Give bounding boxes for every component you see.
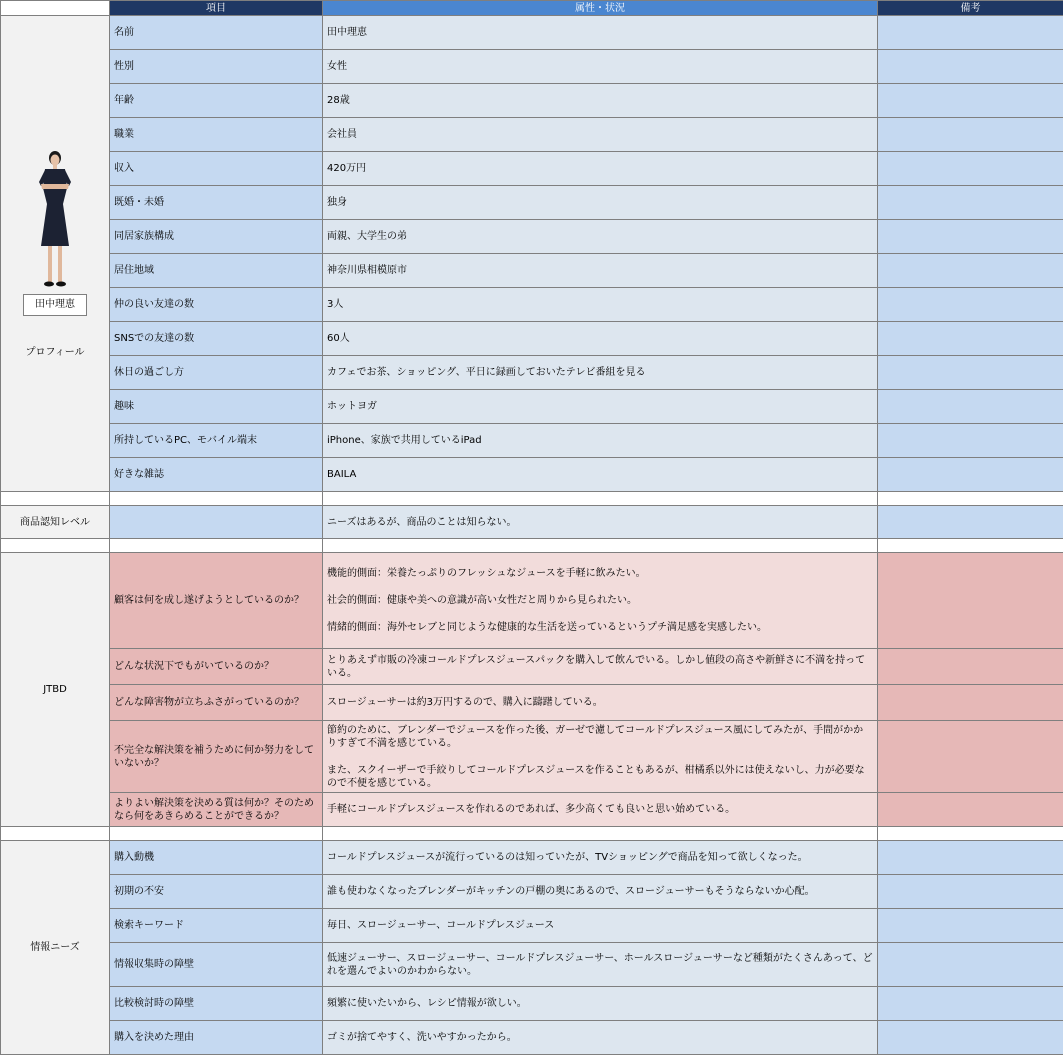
profile-note-cell[interactable] xyxy=(878,152,1063,186)
empty-cell[interactable] xyxy=(1,492,110,506)
woman-figure-image xyxy=(25,148,85,290)
header-item[interactable]: 項目 xyxy=(110,1,323,16)
info-label-motive[interactable]: 購入動機 xyxy=(110,841,323,875)
info-value-initial-concern[interactable]: 誰も使わなくなったブレンダーがキッチンの戸棚の奥にあるので、スロージューサーもそうならないか心配。 xyxy=(323,875,878,909)
jtbd-value-workaround[interactable] xyxy=(323,721,878,793)
profile-note-cell[interactable] xyxy=(878,288,1063,322)
info-note-cell[interactable] xyxy=(878,943,1063,987)
profile-note-cell[interactable] xyxy=(878,118,1063,152)
jtbd-section-label[interactable]: JTBD xyxy=(1,553,110,827)
profile-label-income[interactable]: 収入 xyxy=(110,152,323,186)
profile-note-cell[interactable] xyxy=(878,16,1063,50)
profile-row xyxy=(1,118,1063,152)
profile-label-devices[interactable]: 所持しているPC、モバイル端末 xyxy=(110,424,323,458)
profile-note-cell[interactable] xyxy=(878,50,1063,84)
awareness-label-cell[interactable] xyxy=(110,506,323,539)
spacer-row xyxy=(1,539,1063,553)
info-value-purchase-reason[interactable]: ゴミが捨てやすく、洗いやすかったから。 xyxy=(323,1021,878,1055)
profile-row xyxy=(1,220,1063,254)
profile-row xyxy=(1,152,1063,186)
profile-label-sns-friends[interactable]: SNSでの友達の数 xyxy=(110,322,323,356)
profile-label-close-friends[interactable]: 仲の良い友達の数 xyxy=(110,288,323,322)
profile-value-age[interactable]: 28歳 xyxy=(323,84,878,118)
profile-note-cell[interactable] xyxy=(878,322,1063,356)
jtbd-value-obstacle[interactable]: スロージューサーは約3万円するので、購入に躊躇している。 xyxy=(323,685,878,721)
info-value-research-barrier[interactable]: 低速ジューサー、スロージューサー、コールドプレスジューサー、ホールスロージューサーなど種類がたくさんあって、どれを選んでよいのかわからない。 xyxy=(323,943,878,987)
profile-section-label: プロフィール xyxy=(25,347,85,358)
empty-cell[interactable] xyxy=(1,539,110,553)
profile-row xyxy=(1,458,1063,492)
jtbd-note-cell[interactable] xyxy=(878,793,1063,827)
persona-photo xyxy=(1,148,109,359)
jtbd-row xyxy=(1,649,1063,685)
jtbd-label-goal[interactable]: 顧客は何を成し遂げようとしているのか？ xyxy=(110,553,323,649)
profile-label-gender[interactable]: 性別 xyxy=(110,50,323,84)
profile-label-marital[interactable]: 既婚・未婚 xyxy=(110,186,323,220)
info-row xyxy=(1,987,1063,1021)
profile-label-magazine[interactable]: 好きな雑誌 xyxy=(110,458,323,492)
empty-cell[interactable] xyxy=(323,827,878,841)
spacer-row xyxy=(1,492,1063,506)
profile-note-cell[interactable] xyxy=(878,220,1063,254)
profile-note-cell[interactable] xyxy=(878,424,1063,458)
profile-value-name[interactable]: 田中理恵 xyxy=(323,16,878,50)
empty-cell[interactable] xyxy=(110,827,323,841)
empty-cell[interactable] xyxy=(323,539,878,553)
header-notes[interactable]: 備考 xyxy=(878,1,1063,16)
profile-row xyxy=(1,424,1063,458)
profile-section-cell[interactable] xyxy=(1,16,110,492)
jtbd-row xyxy=(1,793,1063,827)
jtbd-row xyxy=(1,553,1063,649)
info-section-label[interactable]: 情報ニーズ xyxy=(1,841,110,1055)
profile-value-hobby[interactable]: ホットヨガ xyxy=(323,390,878,424)
header-row xyxy=(1,1,1063,16)
profile-value-close-friends[interactable]: 3人 xyxy=(323,288,878,322)
jtbd-label-workaround[interactable]: 不完全な解決策を補うために何か努力をしていないか？ xyxy=(110,721,323,793)
profile-row xyxy=(1,50,1063,84)
jtbd-label-obstacle[interactable]: どんな障害物が立ちふさがっているのか？ xyxy=(110,685,323,721)
info-row xyxy=(1,909,1063,943)
info-note-cell[interactable] xyxy=(878,909,1063,943)
profile-label-occupation[interactable]: 職業 xyxy=(110,118,323,152)
info-row xyxy=(1,875,1063,909)
profile-note-cell[interactable] xyxy=(878,356,1063,390)
profile-label-holiday[interactable]: 休日の過ごし方 xyxy=(110,356,323,390)
info-row xyxy=(1,943,1063,987)
jtbd-goal-emotional: 情緒的側面：海外セレブと同じような健康的な生活を送っているというプチ満足感を実感したい。 xyxy=(327,622,767,633)
header-attribute[interactable]: 属性・状況 xyxy=(323,1,878,16)
profile-note-cell[interactable] xyxy=(878,186,1063,220)
empty-cell[interactable] xyxy=(323,492,878,506)
awareness-note-cell[interactable] xyxy=(878,506,1063,539)
jtbd-value-better-solution[interactable]: 手軽にコールドプレスジュースを作れるのであれば、多少高くても良いと思い始めている。 xyxy=(323,793,878,827)
info-label-research-barrier[interactable]: 情報収集時の障壁 xyxy=(110,943,323,987)
info-label-purchase-reason[interactable]: 購入を決めた理由 xyxy=(110,1021,323,1055)
jtbd-note-cell[interactable] xyxy=(878,721,1063,793)
info-label-comparison-barrier[interactable]: 比較検討時の障壁 xyxy=(110,987,323,1021)
profile-note-cell[interactable] xyxy=(878,84,1063,118)
jtbd-row xyxy=(1,685,1063,721)
profile-row xyxy=(1,16,1063,50)
profile-note-cell[interactable] xyxy=(878,254,1063,288)
awareness-value[interactable]: ニーズはあるが、商品のことは知らない。 xyxy=(323,506,878,539)
empty-cell[interactable] xyxy=(878,539,1063,553)
profile-value-holiday[interactable]: カフェでお茶、ショッピング、平日に録画しておいたテレビ番組を見る xyxy=(323,356,878,390)
jtbd-goal-social: 社会的側面：健康や美への意識が高い女性だと周りから見られたい。 xyxy=(327,595,637,606)
empty-cell[interactable] xyxy=(110,492,323,506)
info-note-cell[interactable] xyxy=(878,841,1063,875)
jtbd-value-situation[interactable]: とりあえず市販の冷凍コールドプレスジュースパックを購入して飲んでいる。しかし値段の高さや新鮮さに不満を持っている。 xyxy=(323,649,878,685)
profile-value-household[interactable]: 両親、大学生の弟 xyxy=(323,220,878,254)
profile-row xyxy=(1,356,1063,390)
profile-value-magazine[interactable]: BAILA xyxy=(323,458,878,492)
profile-row xyxy=(1,254,1063,288)
info-row xyxy=(1,841,1063,875)
profile-row xyxy=(1,322,1063,356)
profile-row xyxy=(1,390,1063,424)
jtbd-value-goal[interactable] xyxy=(323,553,878,649)
profile-note-cell[interactable] xyxy=(878,390,1063,424)
profile-value-gender[interactable]: 女性 xyxy=(323,50,878,84)
profile-value-residence[interactable]: 神奈川県相模原市 xyxy=(323,254,878,288)
jtbd-label-situation[interactable]: どんな状況下でもがいているのか？ xyxy=(110,649,323,685)
profile-value-sns-friends[interactable]: 60人 xyxy=(323,322,878,356)
info-value-motive[interactable]: コールドプレスジュースが流行っているのは知っていたが、TVショッピングで商品を知って欲しくなった。 xyxy=(323,841,878,875)
info-note-cell[interactable] xyxy=(878,1021,1063,1055)
info-label-initial-concern[interactable]: 初期の不安 xyxy=(110,875,323,909)
jtbd-note-cell[interactable] xyxy=(878,685,1063,721)
info-value-comparison-barrier[interactable]: 頻繁に使いたいから、レシピ情報が欲しい。 xyxy=(323,987,878,1021)
header-blank-cell[interactable] xyxy=(1,1,110,16)
awareness-row xyxy=(1,506,1063,539)
info-note-cell[interactable] xyxy=(878,987,1063,1021)
info-label-keywords[interactable]: 検索キーワード xyxy=(110,909,323,943)
profile-label-household[interactable]: 同居家族構成 xyxy=(110,220,323,254)
profile-note-cell[interactable] xyxy=(878,458,1063,492)
profile-label-name[interactable]: 名前 xyxy=(110,16,323,50)
jtbd-row xyxy=(1,721,1063,793)
info-row xyxy=(1,1021,1063,1055)
profile-label-age[interactable]: 年齢 xyxy=(110,84,323,118)
empty-cell[interactable] xyxy=(878,492,1063,506)
persona-name-box: 田中理恵 xyxy=(23,294,87,316)
profile-label-hobby[interactable]: 趣味 xyxy=(110,390,323,424)
profile-row xyxy=(1,186,1063,220)
jtbd-goal-functional: 機能的側面：栄養たっぷりのフレッシュなジュースを手軽に飲みたい。 xyxy=(327,568,646,579)
spacer-row xyxy=(1,827,1063,841)
empty-cell[interactable] xyxy=(110,539,323,553)
profile-row xyxy=(1,84,1063,118)
profile-value-income[interactable]: 420万円 xyxy=(323,152,878,186)
profile-label-residence[interactable]: 居住地域 xyxy=(110,254,323,288)
jtbd-workaround-squeezer: また、スクイーザーで手絞りしてコールドプレスジュースを作ることもあるが、柑橘系以外には使えないし、力が必要なので不便を感じている。 xyxy=(327,764,865,789)
profile-value-devices[interactable]: iPhone、家族で共用しているiPad xyxy=(323,424,878,458)
jtbd-label-better-solution[interactable]: よりよい解決策を決める質は何か？そのためなら何をあきらめることができるか？ xyxy=(110,793,323,827)
empty-cell[interactable] xyxy=(1,827,110,841)
jtbd-note-cell[interactable] xyxy=(878,649,1063,685)
info-value-keywords[interactable]: 毎日、スロージューサー、コールドプレスジュース xyxy=(323,909,878,943)
awareness-section-label[interactable]: 商品認知レベル xyxy=(1,506,110,539)
profile-row xyxy=(1,288,1063,322)
jtbd-note-cell[interactable] xyxy=(878,553,1063,649)
profile-value-marital[interactable]: 独身 xyxy=(323,186,878,220)
profile-value-occupation[interactable]: 会社員 xyxy=(323,118,878,152)
empty-cell[interactable] xyxy=(878,827,1063,841)
jtbd-workaround-blender: 節約のために、ブレンダーでジュースを作った後、ガーゼで濾してコールドプレスジュース風にしてみたが、手間がかかりすぎて不満を感じている。 xyxy=(327,724,864,749)
info-note-cell[interactable] xyxy=(878,875,1063,909)
